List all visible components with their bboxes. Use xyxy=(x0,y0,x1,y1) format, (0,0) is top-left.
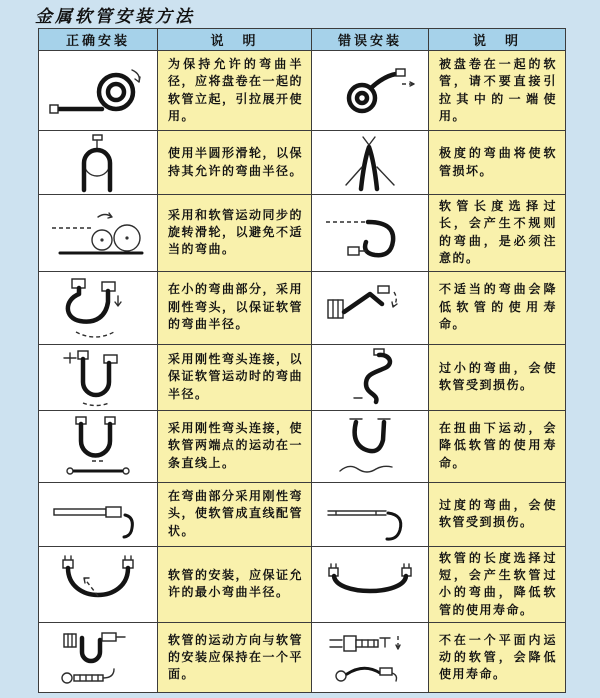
correct-illustration-cell xyxy=(39,131,158,195)
explanation-cell xyxy=(429,410,566,482)
explanation-cell xyxy=(158,546,312,623)
explanation-text: 采用刚性弯头连接，使软管两端点的运动在一条直线上。 xyxy=(168,420,304,470)
rigid-elbow-u-bend-icon xyxy=(42,346,154,408)
explanation-text: 过小的弯曲，会使软管受到损伤。 xyxy=(439,360,557,393)
explanation-cell xyxy=(158,410,312,482)
correct-illustration-cell xyxy=(39,51,158,131)
wrong-illustration-cell xyxy=(312,410,429,482)
explanation-cell xyxy=(158,482,312,546)
correct-illustration-cell xyxy=(39,195,158,272)
explanation-text: 为保持允许的弯曲半径，应将盘卷在一起的软管立起，引拉展开使用。 xyxy=(168,56,304,123)
explanation-cell xyxy=(429,546,566,623)
table-row xyxy=(39,482,566,546)
correct-illustration-cell xyxy=(39,410,158,482)
explanation-text: 过度的弯曲，会使软管受到损伤。 xyxy=(439,497,557,530)
too-short-hose-icon xyxy=(316,552,424,616)
explanation-cell xyxy=(158,51,312,131)
explanation-cell xyxy=(429,344,566,410)
explanation-text: 在弯曲部分采用刚性弯头，使软管成直线配管状。 xyxy=(168,488,304,538)
table-row xyxy=(39,623,566,693)
explanation-cell xyxy=(429,51,566,131)
explanation-text: 在小的弯曲部分，采用刚性弯头，以保证软管的弯曲半径。 xyxy=(168,282,304,332)
header-row xyxy=(39,29,566,51)
header-correct-installation: 正确安装 xyxy=(39,29,158,51)
installation-methods-table xyxy=(38,28,566,693)
explanation-cell xyxy=(429,131,566,195)
wrong-illustration-cell xyxy=(312,195,429,272)
explanation-cell xyxy=(158,131,312,195)
minimum-bend-radius-icon xyxy=(42,552,154,616)
table-row xyxy=(39,410,566,482)
straight-piping-icon xyxy=(42,485,154,543)
irregular-bend-icon xyxy=(316,202,424,264)
table-row xyxy=(39,344,566,410)
coiled-hose-end-pulled-icon xyxy=(316,56,424,126)
table-row xyxy=(39,195,566,272)
extreme-bend-icon xyxy=(316,133,424,193)
wrong-illustration-cell xyxy=(312,546,429,623)
explanation-cell xyxy=(158,344,312,410)
endpoints-inline-icon xyxy=(42,413,154,479)
explanation-cell xyxy=(429,623,566,693)
explanation-cell xyxy=(158,271,312,344)
too-small-bend-icon xyxy=(316,346,424,408)
coiled-hose-stood-upright-unrolled-icon xyxy=(42,56,154,126)
torsion-motion-icon xyxy=(316,413,424,479)
wrong-illustration-cell xyxy=(312,51,429,131)
explanation-text: 软管的运动方向与软管的安装应保持在一个平面。 xyxy=(168,632,304,682)
header-explanation-left: 说 明 xyxy=(158,29,312,51)
correct-illustration-cell xyxy=(39,344,158,410)
explanation-text: 在扭曲下运动，会降低软管的使用寿命。 xyxy=(439,420,557,470)
explanation-text: 采用和软管运动同步的旋转滑轮，以避免不适当的弯曲。 xyxy=(168,207,304,257)
explanation-text: 使用半圆形滑轮，以保持其允许的弯曲半径。 xyxy=(168,146,304,178)
wrong-illustration-cell xyxy=(312,131,429,195)
wrong-illustration-cell xyxy=(312,344,429,410)
correct-illustration-cell xyxy=(39,482,158,546)
rigid-elbow-small-bend-icon xyxy=(42,274,154,342)
explanation-text: 软管长度选择过长，会产生不规则的弯曲，是必须注意的。 xyxy=(439,199,557,266)
wrong-illustration-cell xyxy=(312,482,429,546)
explanation-cell xyxy=(429,482,566,546)
explanation-cell xyxy=(158,195,312,272)
improper-bend-icon xyxy=(316,274,424,342)
wrong-illustration-cell xyxy=(312,271,429,344)
explanation-text: 软管的安装，应保证允许的最小弯曲半径。 xyxy=(168,567,304,600)
correct-illustration-cell xyxy=(39,271,158,344)
correct-illustration-cell xyxy=(39,546,158,623)
table-row xyxy=(39,51,566,131)
table-row xyxy=(39,131,566,195)
explanation-text: 极度的弯曲将使软管损坏。 xyxy=(439,146,557,178)
explanation-cell xyxy=(429,271,566,344)
explanation-text: 不适当的弯曲会降低软管的使用寿命。 xyxy=(439,282,557,332)
out-of-plane-motion-icon xyxy=(316,626,424,690)
wrong-illustration-cell xyxy=(312,623,429,693)
explanation-text: 采用刚性弯头连接，以保证软管运动时的弯曲半径。 xyxy=(168,351,304,401)
page-title: 金属软管安装方法 xyxy=(35,7,195,27)
one-plane-motion-icon xyxy=(42,626,154,690)
table-row xyxy=(39,271,566,344)
over-bent-end-icon xyxy=(316,485,424,543)
explanation-text: 被盘卷在一起的软管，请不要直接引拉其中的一端使用。 xyxy=(439,56,557,123)
explanation-cell xyxy=(429,195,566,272)
explanation-text: 不在一个平面内运动的软管，会降低使用寿命。 xyxy=(439,632,557,682)
header-explanation-right: 说 明 xyxy=(429,29,566,51)
header-wrong-installation: 错误安装 xyxy=(312,29,429,51)
explanation-cell xyxy=(158,623,312,693)
semicircular-pulley-icon xyxy=(42,133,154,193)
correct-illustration-cell xyxy=(39,623,158,693)
rotating-pulleys-icon xyxy=(42,202,154,264)
explanation-text: 软管的长度选择过短，会产生软管过小的弯曲，降低软管的使用寿命。 xyxy=(439,550,557,617)
table-row xyxy=(39,546,566,623)
